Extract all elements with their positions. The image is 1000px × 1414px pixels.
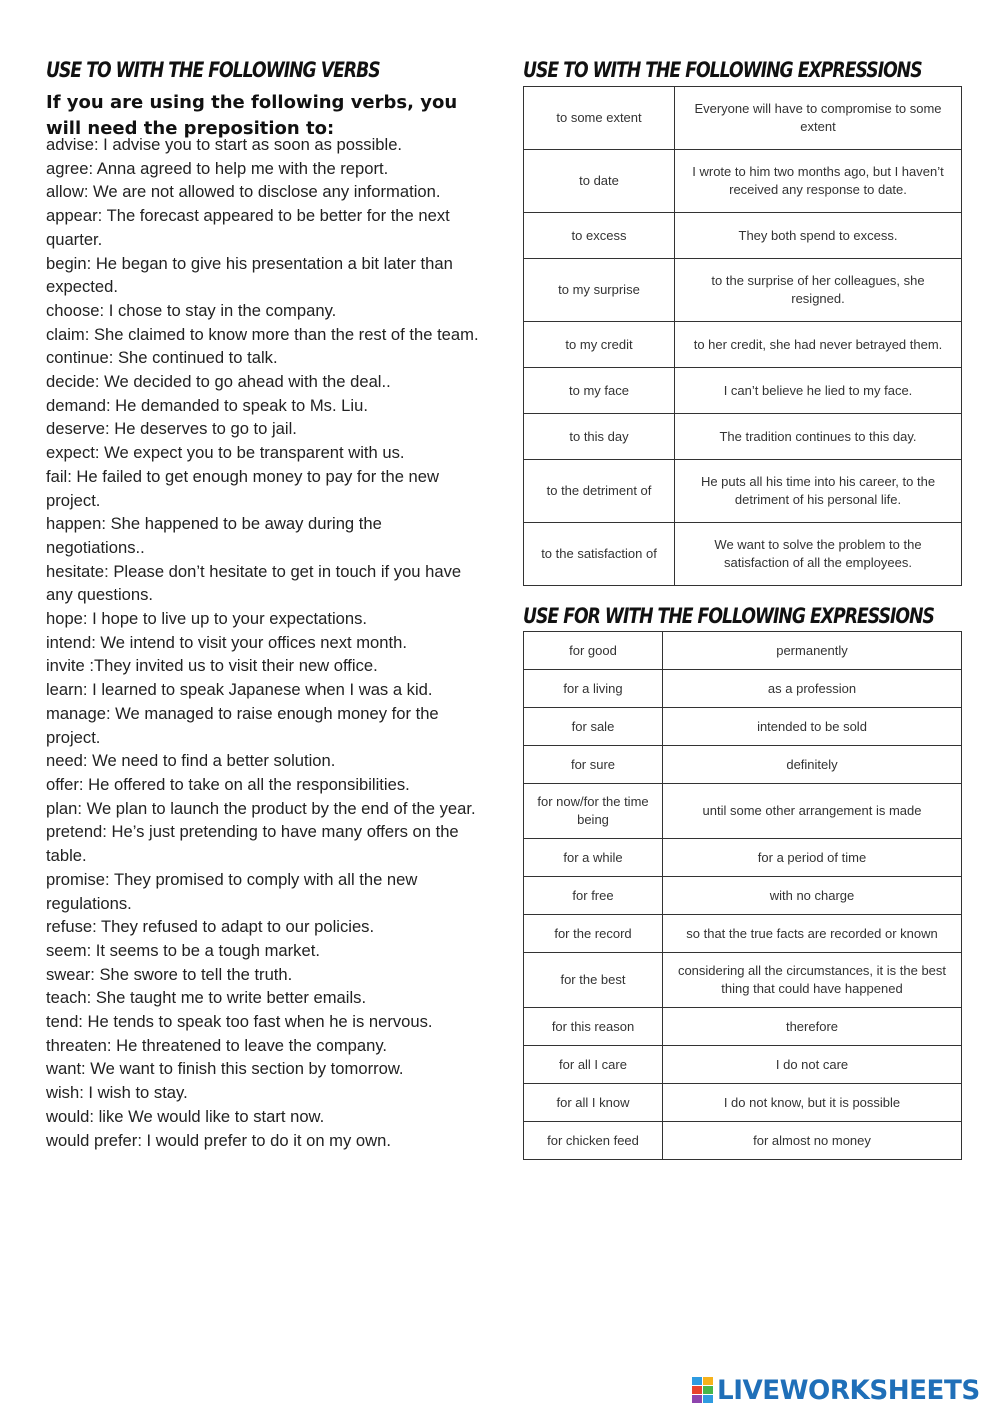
meaning-cell: for a period of time — [663, 839, 962, 877]
for-expression-row — [524, 877, 962, 915]
verb-line: continue: She continued to talk. — [46, 348, 278, 368]
verb-line: allow: We are not allowed to disclose any information. — [46, 182, 441, 202]
verb-line: begin: He began to give his presentation a bit later than — [46, 253, 453, 273]
expression-cell: to this day — [524, 414, 675, 460]
verb-line: need: We need to find a better solution. — [46, 751, 336, 771]
expression-cell: to my surprise — [524, 259, 675, 322]
verb-line: deserve: He deserves to go to jail. — [46, 419, 297, 439]
verb-line: threaten: He threatened to leave the company. — [46, 1035, 388, 1055]
example-cell: to the surprise of her colleagues, she resigned. — [675, 259, 962, 322]
verb-line: any questions. — [46, 585, 154, 605]
meaning-cell: intended to be sold — [663, 708, 962, 746]
example-cell: Everyone will have to compromise to some extent — [675, 87, 962, 150]
verb-line: demand: He demanded to speak to Ms. Liu. — [46, 395, 368, 415]
for-expression-row — [524, 1046, 962, 1084]
verb-line: fail: He failed to get enough money to pay for the new — [46, 466, 439, 486]
meaning-cell: with no charge — [663, 877, 962, 915]
verb-line: want: We want to finish this section by tomorrow. — [46, 1059, 404, 1079]
for-expression-row — [524, 1122, 962, 1160]
meaning-cell: considering all the circumstances, it is the best thing that could have happened — [663, 953, 962, 1008]
for-expressions-table — [523, 631, 962, 1160]
meaning-cell: I do not care — [663, 1046, 962, 1084]
liveworksheets-logo — [692, 1375, 988, 1405]
to-expression-row — [524, 150, 962, 213]
verb-line: negotiations.. — [46, 537, 145, 557]
for-expression-row — [524, 784, 962, 839]
meaning-cell: so that the true facts are recorded or known — [663, 915, 962, 953]
verb-line: expected. — [46, 277, 118, 297]
for-expressions-heading: USE FOR WITH THE FOLLOWING EXPRESSIONS — [523, 604, 934, 628]
verb-line: choose: I chose to stay in the company. — [46, 300, 337, 320]
verbs-heading: USE TO WITH THE FOLLOWING VERBS — [46, 58, 380, 82]
verb-line: expect: We expect you to be transparent with us. — [46, 443, 405, 463]
verb-line: appear: The forecast appeared to be better for the next — [46, 206, 450, 226]
meaning-cell: as a profession — [663, 670, 962, 708]
verbs-subheading: If you are using the following verbs, you will need the preposition to: — [46, 92, 458, 139]
meaning-cell: I do not know, but it is possible — [663, 1084, 962, 1122]
verb-line: project. — [46, 490, 101, 510]
expression-cell: for good — [524, 632, 663, 670]
verb-line: offer: He offered to take on all the responsibilities. — [46, 774, 410, 794]
meaning-cell: therefore — [663, 1008, 962, 1046]
logo-square — [703, 1395, 713, 1403]
verb-line: invite :They invited us to visit their new office. — [46, 656, 378, 676]
expression-cell: for all I know — [524, 1084, 663, 1122]
verb-line: manage: We managed to raise enough money for the — [46, 703, 439, 723]
example-cell: They both spend to excess. — [675, 213, 962, 259]
expression-cell: for a while — [524, 839, 663, 877]
to-expression-row — [524, 87, 962, 150]
logo-square — [692, 1395, 702, 1403]
expression-cell: for sure — [524, 746, 663, 784]
to-expressions-table — [523, 86, 962, 586]
verb-line: advise: I advise you to start as soon as possible. — [46, 135, 403, 154]
verb-line: intend: We intend to visit your offices next month. — [46, 632, 407, 652]
for-expression-row — [524, 953, 962, 1008]
example-cell: We want to solve the problem to the satisfaction of all the employees. — [675, 523, 962, 586]
verb-line: hope: I hope to live up to your expectations. — [46, 609, 368, 629]
expression-cell: to the satisfaction of — [524, 523, 675, 586]
expression-cell: to date — [524, 150, 675, 213]
verb-line: promise: They promised to comply with all the new — [46, 869, 418, 889]
verb-line: swear: She swore to tell the truth. — [46, 964, 293, 984]
example-cell: I can’t believe he lied to my face. — [675, 368, 962, 414]
to-expression-row — [524, 368, 962, 414]
verb-line: seem: It seems to be a tough market. — [46, 940, 320, 960]
logo-square — [703, 1377, 713, 1385]
logo-square — [692, 1386, 702, 1394]
verb-line: agree: Anna agreed to help me with the report. — [46, 158, 389, 178]
to-expression-row — [524, 322, 962, 368]
for-expression-row — [524, 1008, 962, 1046]
verb-line: tend: He tends to speak too fast when he is nervous. — [46, 1012, 433, 1032]
expression-cell: for the record — [524, 915, 663, 953]
verb-line: table. — [46, 846, 87, 866]
verb-line: claim: She claimed to know more than the rest of the team. — [46, 324, 479, 344]
to-expression-row — [524, 460, 962, 523]
for-expression-row — [524, 670, 962, 708]
for-expression-row — [524, 746, 962, 784]
expression-cell: for chicken feed — [524, 1122, 663, 1160]
verb-line: hesitate: Please don’t hesitate to get in touch if you have — [46, 561, 462, 581]
expression-cell: for all I care — [524, 1046, 663, 1084]
verb-line: decide: We decided to go ahead with the deal.. — [46, 372, 391, 392]
expression-cell: to the detriment of — [524, 460, 675, 523]
example-cell: to her credit, she had never betrayed them. — [675, 322, 962, 368]
example-cell: He puts all his time into his career, to the detriment of his personal life. — [675, 460, 962, 523]
expression-cell: to my face — [524, 368, 675, 414]
verb-line: would: like We would like to start now. — [46, 1106, 325, 1126]
for-expression-row — [524, 708, 962, 746]
expression-cell: to excess — [524, 213, 675, 259]
to-expressions-heading: USE TO WITH THE FOLLOWING EXPRESSIONS — [523, 58, 922, 82]
verb-line: learn: I learned to speak Japanese when I was a kid. — [46, 680, 433, 700]
expression-cell: for now/for the time being — [524, 784, 663, 839]
liveworksheets-logo-text: LIVEWORKSHEETS — [717, 1374, 980, 1406]
verb-line: quarter. — [46, 229, 103, 249]
verb-line: regulations. — [46, 893, 132, 913]
verb-line: happen: She happened to be away during the — [46, 514, 382, 534]
expression-cell: for sale — [524, 708, 663, 746]
verb-list — [46, 133, 508, 1152]
to-expression-row — [524, 414, 962, 460]
expression-cell: to my credit — [524, 322, 675, 368]
for-expression-row — [524, 839, 962, 877]
expression-cell: for free — [524, 877, 663, 915]
liveworksheets-logo-icon — [692, 1377, 713, 1403]
to-expression-row — [524, 259, 962, 322]
logo-square — [692, 1377, 702, 1385]
verb-line: refuse: They refused to adapt to our policies. — [46, 917, 375, 937]
expression-cell: for the best — [524, 953, 663, 1008]
logo-square — [703, 1386, 713, 1394]
expression-cell: for this reason — [524, 1008, 663, 1046]
example-cell: I wrote to him two months ago, but I haven’t received any response to date. — [675, 150, 962, 213]
expression-cell: to some extent — [524, 87, 675, 150]
meaning-cell: definitely — [663, 746, 962, 784]
to-expression-row — [524, 523, 962, 586]
for-expression-row — [524, 632, 962, 670]
example-cell: The tradition continues to this day. — [675, 414, 962, 460]
meaning-cell: until some other arrangement is made — [663, 784, 962, 839]
for-expression-row — [524, 915, 962, 953]
meaning-cell: permanently — [663, 632, 962, 670]
verb-line: teach: She taught me to write better emails. — [46, 988, 367, 1008]
verb-line: would prefer: I would prefer to do it on my own. — [46, 1130, 391, 1150]
for-expression-row — [524, 1084, 962, 1122]
verb-line: plan: We plan to launch the product by the end of the year. — [46, 798, 476, 818]
to-expression-row — [524, 213, 962, 259]
verb-line: wish: I wish to stay. — [46, 1083, 188, 1103]
verb-line: pretend: He’s just pretending to have many offers on the — [46, 822, 459, 842]
expression-cell: for a living — [524, 670, 663, 708]
meaning-cell: for almost no money — [663, 1122, 962, 1160]
verb-line: project. — [46, 727, 101, 747]
